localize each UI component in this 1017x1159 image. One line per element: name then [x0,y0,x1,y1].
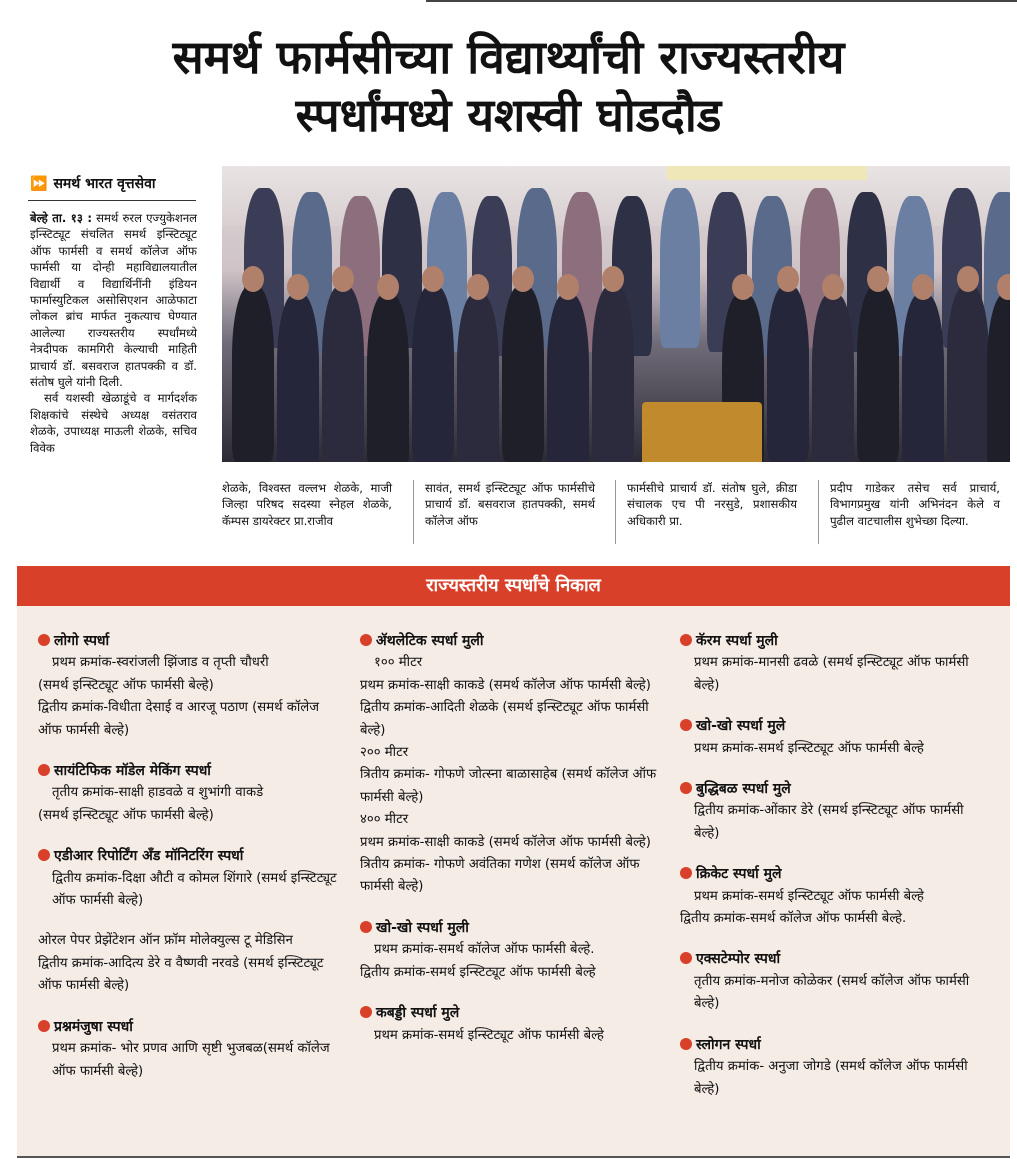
result-line: ओरल पेपर प्रेझेंटेशन ऑन फ्रॉम मोलेक्युल्स टू मेडिसिन [38,933,293,949]
person-silhouette [367,294,409,462]
result-line: प्रथम क्रमांक-समर्थ इन्स्टिट्यूट ऑफ फार्मसी बेल्हे [374,1027,604,1043]
result-event-title [360,917,660,939]
result-event [38,1016,338,1083]
result-line: त्रितीय क्रमांक- गोफणे जोत्स्ना बाळासाहेब (समर्थ कॉलेज ऑफ फार्मसी बेल्हे) [360,767,657,805]
result-line: द्वितीय क्रमांक-दिक्षा औटी व कोमल शिंगारे (समर्थ इन्स्टिट्यूट ऑफ फार्मसी बेल्हे) [52,870,337,909]
bullet-dot-icon [680,867,692,879]
result-line: ४०० मीटर [360,812,409,828]
person-head [957,266,979,292]
result-event-title-text: ॲथलेटिक स्पर्धा मुली [376,633,484,649]
top-rule [426,0,1017,2]
bottom-rule [17,1156,1010,1158]
result-line: द्वितीय क्रमांक- अनुजा जोगडे (समर्थ कॉलेज ऑफ फार्मसी बेल्हे) [694,1059,968,1097]
result-event-title [680,778,980,800]
result-line: द्वितीय क्रमांक-विधीता देसाई व आरजू पठाण (समर्थ कॉलेज ऑफ फार्मसी बेल्हे) [38,700,319,738]
result-event-title-text: कबड्डी स्पर्धा मुले [376,1005,460,1022]
result-event-title [38,760,338,782]
result-line: प्रथम क्रमांक-साक्षी काकडे (समर्थ कॉलेज ऑफ फार्मसी बेल्हे) [360,834,651,850]
result-event [360,917,660,984]
results-column-1 [38,630,338,1101]
result-line: प्रथम क्रमांक-मानसी ढवळे (समर्थ इन्स्टिट्यूट ऑफ फार्मसी बेल्हे) [694,655,969,693]
result-line: त्रितीय क्रमांक- गोफणे अवंतिका गणेश (समर्थ कॉलेज ऑफ फार्मसी बेल्हे) [360,857,640,895]
person-silhouette [277,294,319,462]
result-line: द्वितीय क्रमांक-समर्थ कॉलेज ऑफ फार्मसी बेल्हे. [680,911,907,927]
bullet-dot-icon [360,634,372,646]
bullet-dot-icon [360,1006,372,1018]
result-event-title [38,845,338,867]
person-head [242,266,264,292]
person-silhouette [232,286,274,462]
intro-para-1 [30,210,197,390]
person-silhouette [457,294,499,462]
person-head [467,274,489,300]
bullet-dot-icon [680,719,692,731]
intro-para-1-text: समर्थ रुरल एज्युकेशनल इन्स्टिट्यूट संचलित समर्थ इन्स्टिट्यूट ऑफ फार्मसी व समर्थ कॉलेज ऑफ फार्मसी या दोन्ही महाविद्यालयातील विद्यार्थी व विद्यार्थिनींनी इंडियन फार्मास्युटिकल असोसिएशन आळेफाटा लोकल ब्रांच मार्फत नुकत्याच घेण्यात आलेल्या राज्यस्तरीय स्पर्धांमध्ये नेत्रदीपक कामगिरी केल्याची माहिती प्राचार्य डॉ. बसवराज हातपक्की व डॉ. संतोष घुले यांनी दिली. [30,211,197,390]
bullet-dot-icon [38,764,50,776]
person-head [512,266,534,292]
person-head [867,266,889,292]
result-event-title-text: क्रिकेट स्पर्धा मुले [696,866,782,883]
results-column-3 [680,630,980,1119]
bullet-dot-icon [38,634,50,646]
result-event [360,630,660,899]
person-silhouette [412,286,454,462]
person-head [557,274,579,300]
result-event-title-text: एक्सटेम्पोर स्पर्धा [696,951,781,968]
results-column-2 [360,630,660,1065]
person-silhouette [767,286,809,462]
byline-text: समर्थ भारत वृत्तसेवा [53,176,156,192]
photo-table [642,402,762,462]
person-silhouette [592,286,634,462]
results-title: राज्यस्तरीय स्पर्धांचे निकाल [17,566,1010,606]
result-line: प्रथम क्रमांक-समर्थ इन्स्टिट्यूट ऑफ फार्मसी बेल्हे [694,740,924,756]
result-line: द्वितीय क्रमांक-ओंकार डेरे (समर्थ इन्स्टिट्यूट ऑफ फार्मसी बेल्हे) [694,803,964,841]
bullet-dot-icon [360,921,372,933]
result-event-title-text: लोगो स्पर्धा [54,633,110,649]
result-event [38,845,338,912]
person-silhouette [322,286,364,462]
double-arrow-icon: ⏩ [30,176,48,192]
photo-banner [667,166,867,180]
result-line: (समर्थ इन्स्टिट्यूट ऑफ फार्मसी बेल्हे) [38,807,214,823]
person-head [777,266,799,292]
result-event-title-text: कॅरम स्पर्धा मुली [696,633,778,649]
person-head [287,274,309,300]
result-event-title-text: स्लोगन स्पर्धा [696,1036,761,1053]
person-head [422,266,444,292]
result-event-title [38,1016,338,1038]
result-line: २०० मीटर [360,745,409,761]
result-event-title-text: खो-खो स्पर्धा मुले [696,718,786,735]
person-silhouette [987,294,1010,462]
intro-text [30,210,197,456]
result-line: प्रथम क्रमांक- भोर प्रणव आणि सृष्टी भुजबळ(समर्थ कॉलेज ऑफ फार्मसी बेल्हे) [52,1041,330,1079]
result-event-title [680,948,980,970]
result-line: १०० मीटर [374,655,423,671]
result-line: (समर्थ इन्स्टिट्यूट ऑफ फार्मसी बेल्हे) [38,677,214,693]
person-silhouette [547,294,589,462]
result-event-title [360,630,660,652]
bullet-dot-icon [38,849,50,861]
result-event-title-text: प्रश्नमंजुषा स्पर्धा [54,1018,133,1035]
person-silhouette [812,294,854,462]
result-event-title-text: बुद्धिबळ स्पर्धा मुले [696,781,791,798]
result-line: प्रथम क्रमांक-समर्थ इन्स्टिट्यूट ऑफ फार्मसी बेल्हे [694,888,924,904]
result-event-title-text: सायंटिफिक मॉडेल मेकिंग स्पर्धा [54,763,211,780]
result-event [680,715,980,760]
dateline: बेल्हे ता. १३ : [30,211,92,225]
person-silhouette [660,188,700,348]
result-line: तृतीय क्रमांक-मनोज कोळेकर (समर्थ कॉलेज ऑफ फार्मसी बेल्हे) [694,973,970,1012]
result-event [680,1034,980,1101]
headline-line-1: समर्थ फार्मसीच्या विद्यार्थ्यांची राज्यस्तरीय [172,30,845,84]
result-event-title-text: खो-खो स्पर्धा मुली [376,919,469,936]
person-head [332,266,354,292]
headline [20,28,997,144]
result-event [38,630,338,742]
person-silhouette [502,286,544,462]
article-column-1: शेळके, विश्वस्त वल्लभ शेळके, माजी जिल्हा परिषद सदस्या स्नेहल शेळके, कॅम्पस डायरेक्टर प्रा.राजीव [222,481,392,528]
column-divider [615,480,616,544]
group-photo [222,166,1010,462]
result-line: प्रथम क्रमांक-साक्षी काकडे (समर्थ कॉलेज ऑफ फार्मसी बेल्हे) [360,677,651,693]
bullet-dot-icon [38,1020,50,1032]
result-event-title [680,630,980,652]
result-line: प्रथम क्रमांक-स्वरांजली झिंजाड व तृप्ती चौधरी [52,655,269,671]
result-event-title [680,715,980,737]
result-event [38,930,338,997]
person-silhouette [947,286,989,462]
bullet-dot-icon [680,952,692,964]
bullet-dot-icon [680,1038,692,1050]
result-line: तृतीय क्रमांक-साक्षी हाडवळे व शुभांगी वाकडे [52,785,264,801]
article-column-4: प्रदीप गाडेकर तसेच सर्व प्राचार्य, विभागप्रमुख यांनी अभिनंदन केले व पुढील वाटचालीस शुभेच्छा दिल्या. [830,481,1000,528]
person-head [602,266,624,292]
person-head [822,274,844,300]
result-line: प्रथम क्रमांक-समर्थ कॉलेज ऑफ फार्मसी बेल्हे. [374,942,595,958]
result-event [680,863,980,930]
result-event-title [38,630,338,652]
result-event-title-text: एडीआर रिपोर्टिंग अँड मॉनिटरिंग स्पर्धा [54,848,244,865]
byline-rule [28,200,196,201]
column-divider [818,480,819,544]
result-line: द्वितीय क्रमांक-आदिती शेळके (समर्थ इन्स्टिट्यूट ऑफ फार्मसी बेल्हे) [360,700,649,738]
result-event [680,948,980,1015]
column-divider [413,480,414,544]
headline-line-2: स्पर्धांमध्ये यशस्वी घोडदौड [295,88,722,142]
person-silhouette [857,286,899,462]
article-column-3: फार्मसीचे प्राचार्य डॉ. संतोष घुले, क्रीडा संचालक एच पी नरसुडे, प्रशासकीय अधिकारी प्रा. [627,481,797,528]
result-event-title [680,1034,980,1056]
result-event-title [680,863,980,885]
bullet-dot-icon [680,782,692,794]
bullet-dot-icon [680,634,692,646]
result-line: द्वितीय क्रमांक-आदित्य डेरे व वैष्णवी नरवडे (समर्थ इन्स्टिट्यूट ऑफ फार्मसी बेल्हे) [38,955,324,994]
result-event-title [360,1002,660,1024]
result-event [680,630,980,697]
person-head [377,274,399,300]
result-line: द्वितीय क्रमांक-समर्थ इन्स्टिट्यूट ऑफ फार्मसी बेल्हे [360,964,596,980]
intro-para-2: सर्व यशस्वी खेळाडूंचे व मार्गदर्शक शिक्षकांचे संस्थेचे अध्यक्ष वसंतराव शेळके, उपाध्यक्ष माऊली शेळके, सचिव विवेक [30,391,197,455]
result-event [360,1002,660,1047]
article-column-2: सावंत, समर्थ इन्स्टिट्यूट ऑफ फार्मसीचे प्राचार्य डॉ. बसवराज हातपक्की, समर्थ कॉलेज ऑफ [425,481,595,528]
byline [30,174,155,193]
person-head [912,274,934,300]
person-silhouette [902,294,944,462]
result-event [680,778,980,845]
person-head [732,274,754,300]
result-event [38,760,338,827]
